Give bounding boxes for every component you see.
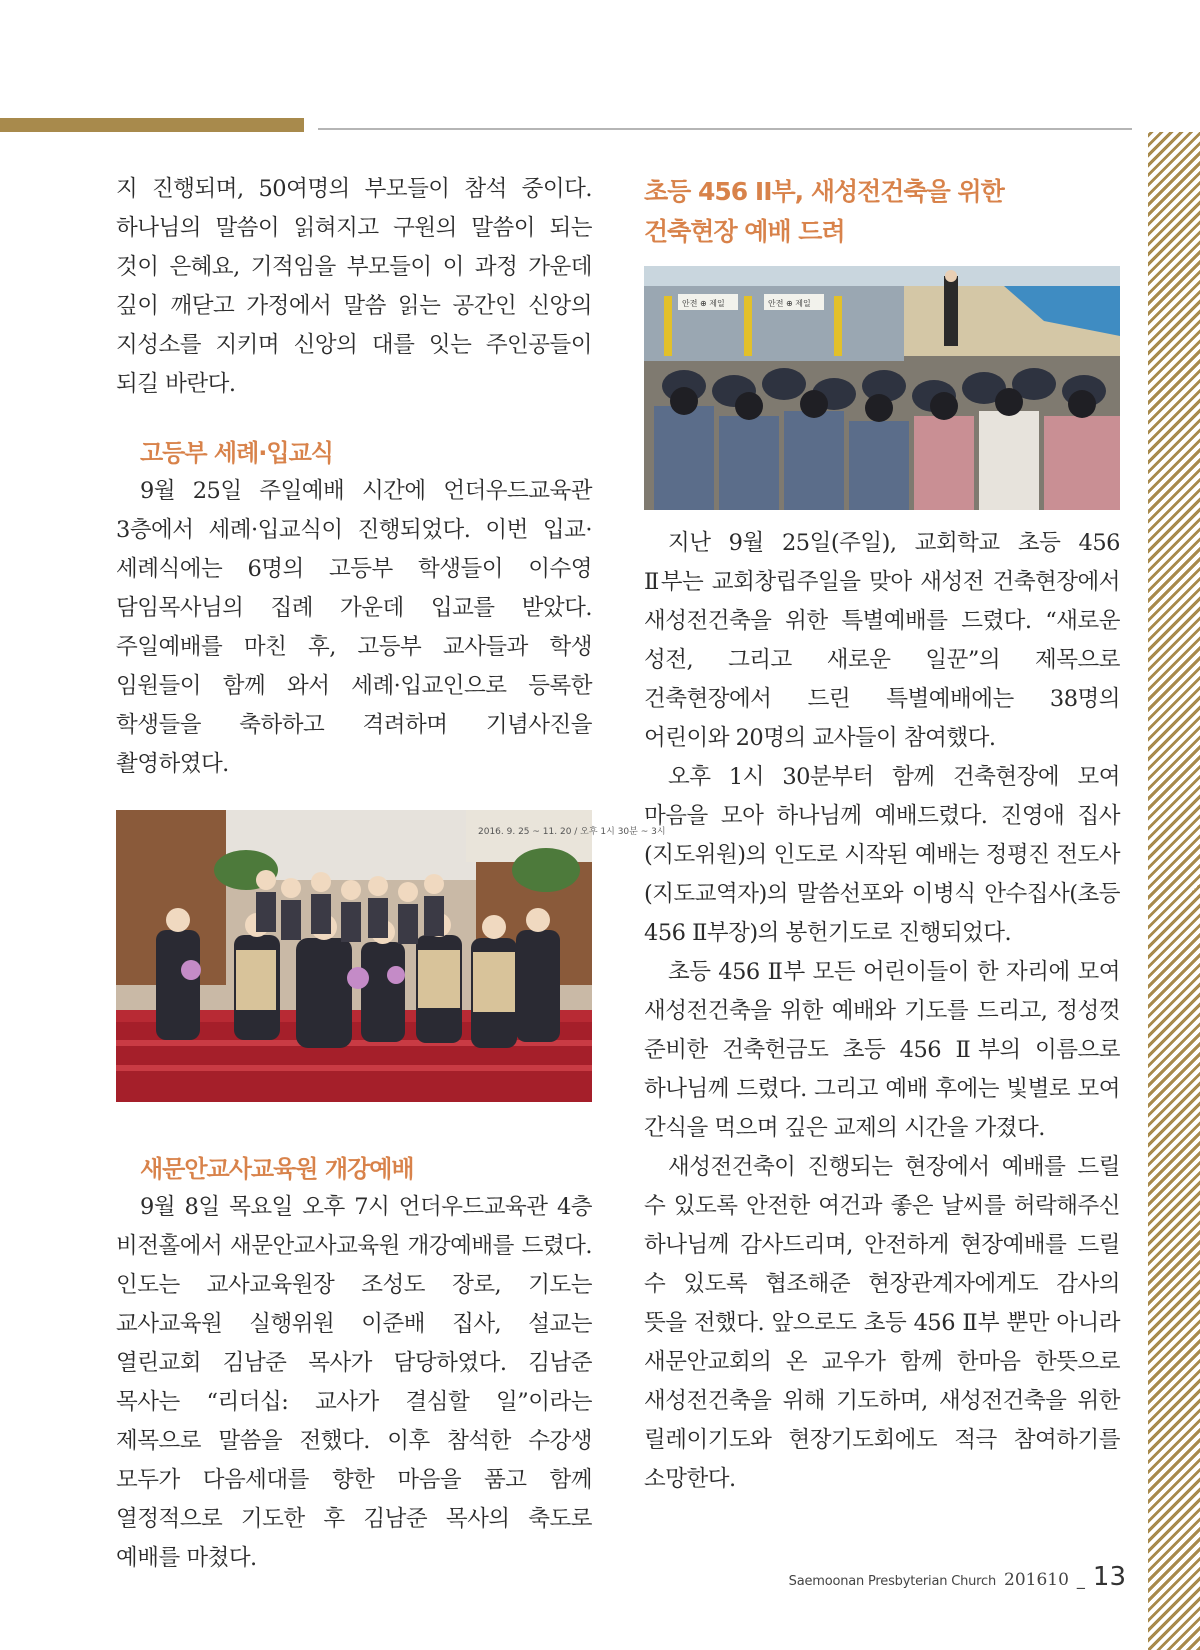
page-footer: [789, 1562, 1126, 1592]
side-stripe-decoration: [1148, 132, 1200, 1650]
baptism-group-photo: [116, 810, 666, 1102]
section-heading-baptism: 고등부 세례·입교식: [140, 439, 333, 467]
safety-sign-2: 안전 ⊕ 제일: [768, 299, 811, 308]
left-column: [116, 170, 666, 1578]
teacher-education-paragraph: 9월 8일 목요일 오후 7시 언더우드교육관 4층 비전홀에서 새문안교사교육원 개강예배를 드렸다. 인도는 교사교육원장 조성도 장로, 기도는 교사교육원 실행위원 이준배 집사, 설교는 열린교회 김남준 목사가 담당하였다. 김남준 목사는 “리더십: 교사가 결심할 일”이라는 제목으로 말씀을 전했다. 이후 참석한 수강생 모두가 다음세대를 향한 마음을 품고 함께 열정적으로 기도한 후 김남준 목사의 축도로 예배를 마쳤다.: [116, 1194, 592, 1571]
baptism-paragraph: 9월 25일 주일예배 시간에 언더우드교육관 3층에서 세례·입교식이 진행되었다. 이번 입교·세례식에는 6명의 고등부 학생들이 이수영 담임목사님의 집례 가운데 입교를 받았다. 주일예배를 마친 후, 고등부 교사들과 학생 임원들이 함께 와서 세례·입교인으로 등록한 학생들을 축하하고 격려하며 기념사진을 촬영하였다.: [116, 478, 592, 777]
intro-paragraph: 지 진행되며, 50여명의 부모들이 참석 중이다. 하나님의 말씀이 읽혀지고 구원의 말씀이 되는 것이 은혜요, 기적임을 부모들이 이 과정 가운데 깊이 깨닫고 가정에서 말씀 읽는 공간인 신앙의 지성소를 지키며 신앙의 대를 잇는 주인공들이 되길 바란다.: [116, 176, 592, 397]
footer-church-name: Saemoonan Presbyterian Church: [788, 1574, 996, 1589]
right-paragraph-4: 새성전건축이 진행되는 현장에서 예배를 드릴 수 있도록 안전한 여건과 좋은 날씨를 허락해주신 하나님께 감사드리며, 안전하게 현장예배를 드릴 수 있도록 협조해준 현장관계자에게도 감사의 뜻을 전했다. 앞으로도 초등 456 Ⅱ부 뿐만 아니라 새문안교회의 온 교우가 함께 한마음 한뜻으로 새성전건축을 위해 기도하며, 새성전건축을 위한 릴레이기도와 현장기도회에도 적극 참여하기를 소망한다.: [644, 1154, 1120, 1492]
right-column: [644, 172, 1120, 1499]
safety-sign-1: 안전 ⊕ 제일: [682, 299, 725, 308]
right-paragraph-3: 초등 456 Ⅱ부 모든 어린이들이 한 자리에 모여 새성전건축을 위한 예배와 기도를 드리고, 정성껏 준비한 건축헌금도 초등 456 Ⅱ부의 이름으로 하나님께 드렸다. 그리고 예배 후에는 빛별로 모여 간식을 먹으며 깊은 교제의 시간을 가졌다.: [644, 959, 1120, 1141]
construction-site-worship-photo: [644, 266, 1120, 510]
section-heading-teacher-education: 새문안교사교육원 개강예배: [140, 1155, 414, 1183]
page-number: 13: [1092, 1562, 1126, 1592]
right-heading-line1: 초등 456 II부, 새성전건축을 위한: [644, 177, 1004, 206]
header-gold-bar: [0, 118, 304, 132]
footer-issue: 201610: [1004, 1570, 1069, 1590]
photo-banner-text: 2016. 9. 25 ~ 11. 20 / 오후 1시 30분 ~ 3시: [478, 827, 666, 837]
right-paragraph-1: 지난 9월 25일(주일), 교회학교 초등 456 Ⅱ부는 교회창립주일을 맞아 새성전 건축현장에서 새성전건축을 위한 특별예배를 드렸다. “새로운 성전, 그리고 새로운 일꾼”의 제목으로 건축현장에서 드린 특별예배에는 38명의 어린이와 20명의 교사들이 참여했다.: [644, 530, 1120, 751]
footer-separator: _: [1076, 1570, 1085, 1589]
right-paragraph-2: 오후 1시 30분부터 함께 건축현장에 모여 마음을 모아 하나님께 예배드렸다. 진영애 집사(지도위원)의 인도로 시작된 예배는 정평진 전도사(지도교역자)의 말씀선포와 이병식 안수집사(초등 456 Ⅱ부장)의 봉헌기도로 진행되었다.: [644, 764, 1120, 946]
header-rule: [318, 128, 1132, 130]
right-body: [644, 524, 1120, 1499]
right-heading-line2: 건축현장 예배 드려: [644, 217, 845, 246]
